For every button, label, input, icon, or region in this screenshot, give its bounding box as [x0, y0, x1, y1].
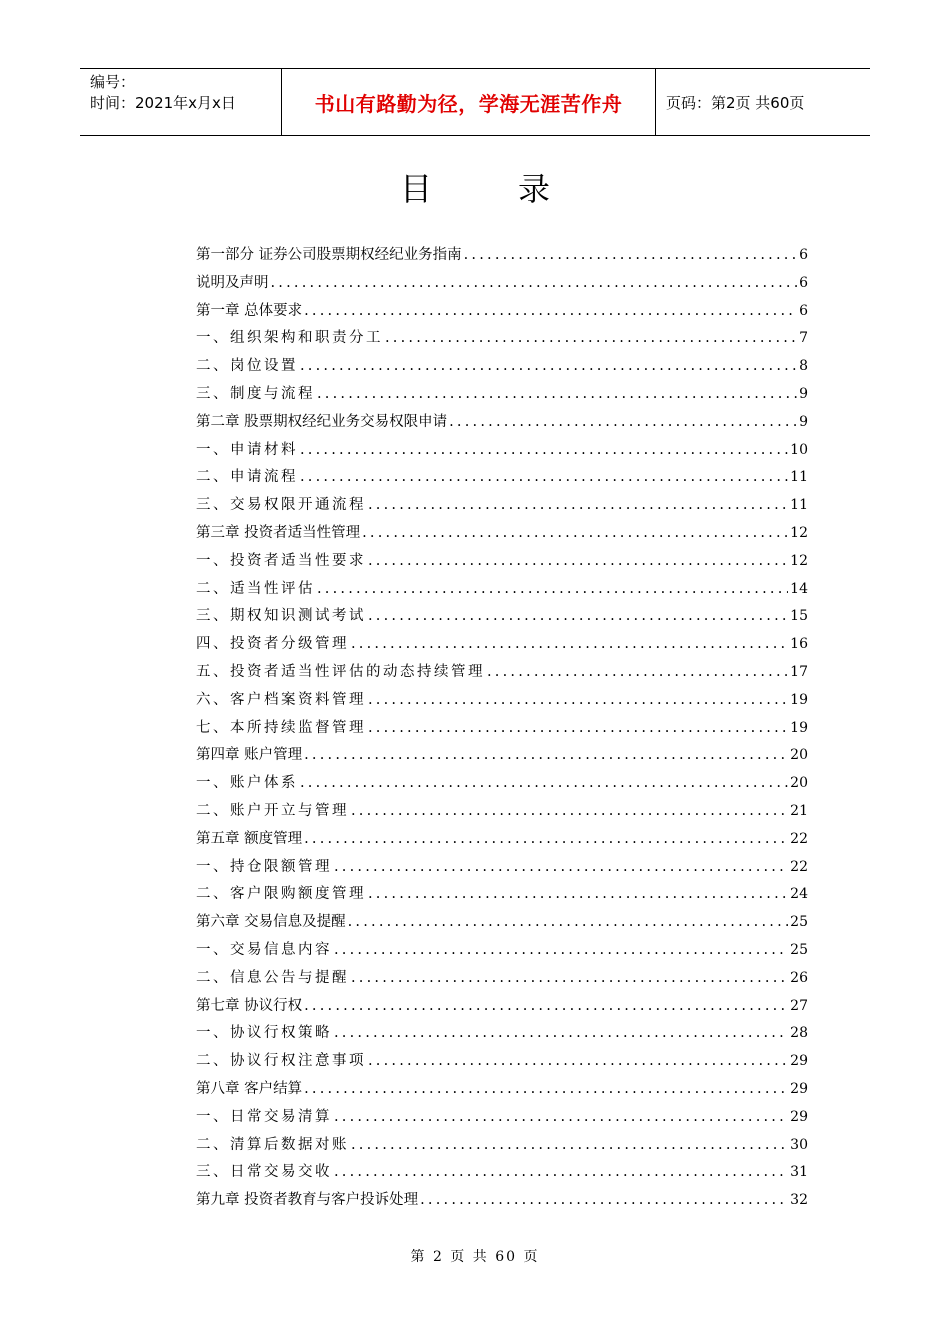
toc-entry-label: 二、信息公告与提醒 — [196, 969, 349, 986]
toc-leader-dots — [368, 881, 788, 909]
toc-leader-dots — [464, 242, 797, 270]
toc-entry-label: 第五章 额度管理 — [196, 830, 303, 847]
toc-leader-dots — [348, 909, 789, 937]
toc-leader-dots — [317, 381, 797, 409]
toc-entry-page: 31 — [790, 1164, 808, 1181]
toc-entry-page: 19 — [790, 691, 808, 708]
toc-leader-dots — [271, 270, 798, 298]
toc-entry[interactable] — [196, 576, 808, 604]
toc-entry-label: 一、投资者适当性要求 — [196, 552, 366, 569]
toc-entry[interactable] — [196, 798, 808, 826]
toc-entry[interactable] — [196, 381, 808, 409]
toc-entry-page: 17 — [790, 663, 808, 680]
toc-entry[interactable] — [196, 854, 808, 882]
toc-entry-label: 四、投资者分级管理 — [196, 636, 349, 653]
toc-entry-label: 三、交易权限开通流程 — [196, 497, 366, 514]
toc-entry[interactable] — [196, 603, 808, 631]
toc-entry[interactable] — [196, 298, 808, 326]
page-header — [80, 68, 870, 136]
header-meta — [80, 69, 282, 135]
page-footer: 第 2 页 共 60 页 — [410, 1249, 540, 1265]
toc-entry-page: 11 — [790, 497, 808, 514]
toc-entry-label: 二、账户开立与管理 — [196, 802, 349, 819]
toc-entry-page: 11 — [790, 469, 808, 486]
toc-entry[interactable] — [196, 1159, 808, 1187]
toc-entry[interactable] — [196, 1020, 808, 1048]
toc-leader-dots — [300, 464, 788, 492]
toc-entry[interactable] — [196, 1104, 808, 1132]
toc-entry-page: 21 — [790, 802, 808, 819]
toc-leader-dots — [368, 1048, 788, 1076]
toc-leader-dots — [420, 1187, 788, 1215]
toc-entry-label: 三、期权知识测试考试 — [196, 608, 366, 625]
toc-entry-page: 25 — [790, 914, 808, 931]
toc-entry[interactable] — [196, 965, 808, 993]
toc-entry-page: 29 — [790, 1053, 808, 1070]
number-label: 编号： — [90, 73, 136, 91]
toc-entry-label: 三、日常交易交收 — [196, 1164, 332, 1181]
toc-leader-dots — [304, 826, 788, 854]
toc-entry[interactable] — [196, 548, 808, 576]
toc-leader-dots — [300, 437, 788, 465]
toc-entry-label: 第九章 投资者教育与客户投诉处理 — [196, 1192, 419, 1209]
toc-leader-dots — [368, 548, 788, 576]
toc-leader-dots — [334, 1104, 788, 1132]
toc-leader-dots — [300, 353, 797, 381]
toc-entry-label: 一、协议行权策略 — [196, 1025, 332, 1042]
toc-entry-label: 第四章 账户管理 — [196, 747, 303, 764]
toc-entry-page: 10 — [790, 441, 808, 458]
toc-entry-label: 一、交易信息内容 — [196, 941, 332, 958]
toc-leader-dots — [334, 854, 788, 882]
toc-entry-label: 二、客户限购额度管理 — [196, 886, 366, 903]
toc-leader-dots — [334, 937, 788, 965]
toc-entry[interactable] — [196, 770, 808, 798]
toc-entry-label: 第六章 交易信息及提醒 — [196, 914, 346, 931]
toc-entry[interactable] — [196, 492, 808, 520]
toc-entry-label: 二、协议行权注意事项 — [196, 1053, 366, 1070]
toc-entry-page: 16 — [790, 636, 808, 653]
toc-entry-page: 29 — [790, 1080, 808, 1097]
toc-title-char-1: 目 — [399, 170, 432, 208]
toc-entry-label: 说明及声明 — [196, 274, 269, 291]
toc-leader-dots — [304, 1076, 788, 1104]
table-of-contents — [196, 242, 808, 1215]
toc-leader-dots — [385, 325, 797, 353]
toc-leader-dots — [368, 603, 788, 631]
toc-entry[interactable] — [196, 937, 808, 965]
toc-entry[interactable] — [196, 881, 808, 909]
toc-entry-label: 一、持仓限额管理 — [196, 858, 332, 875]
toc-entry[interactable] — [196, 270, 808, 298]
toc-entry-label: 第一章 总体要求 — [196, 302, 303, 319]
toc-entry-page: 8 — [799, 358, 808, 375]
toc-entry-page: 25 — [790, 941, 808, 958]
toc-entry-label: 二、清算后数据对账 — [196, 1136, 349, 1153]
toc-title — [0, 164, 950, 210]
toc-entry-page: 7 — [799, 330, 808, 347]
toc-entry-label: 第七章 协议行权 — [196, 997, 303, 1014]
toc-leader-dots — [300, 770, 788, 798]
toc-entry[interactable] — [196, 687, 808, 715]
toc-leader-dots — [351, 1132, 788, 1160]
toc-entry-label: 六、客户档案资料管理 — [196, 691, 366, 708]
toc-entry[interactable] — [196, 826, 808, 854]
toc-entry-page: 28 — [790, 1025, 808, 1042]
toc-leader-dots — [334, 1020, 788, 1048]
toc-entry-page: 26 — [790, 969, 808, 986]
toc-entry-page: 29 — [790, 1108, 808, 1125]
toc-entry-label: 二、适当性评估 — [196, 580, 315, 597]
header-page-info: 页码：第2页 共60页 — [666, 93, 805, 112]
toc-entry-page: 12 — [790, 552, 808, 569]
toc-leader-dots — [334, 1159, 788, 1187]
toc-entry[interactable] — [196, 742, 808, 770]
toc-entry-page: 27 — [790, 997, 808, 1014]
toc-entry-page: 32 — [790, 1192, 808, 1209]
toc-entry[interactable] — [196, 409, 808, 437]
toc-leader-dots — [351, 798, 788, 826]
toc-entry-page: 20 — [790, 747, 808, 764]
toc-entry-label: 二、岗位设置 — [196, 358, 298, 375]
toc-leader-dots — [317, 576, 788, 604]
toc-entry-page: 9 — [799, 385, 808, 402]
toc-entry-label: 第三章 投资者适当性管理 — [196, 524, 361, 541]
toc-entry[interactable] — [196, 242, 808, 270]
toc-entry-page: 12 — [790, 524, 808, 541]
toc-entry-label: 一、申请材料 — [196, 441, 298, 458]
toc-entry-page: 22 — [790, 858, 808, 875]
toc-entry-page: 6 — [799, 274, 808, 291]
toc-entry[interactable] — [196, 659, 808, 687]
toc-entry-label: 第二章 股票期权经纪业务交易权限申请 — [196, 413, 448, 430]
toc-entry-page: 9 — [799, 413, 808, 430]
toc-entry-page: 22 — [790, 830, 808, 847]
toc-leader-dots — [304, 993, 788, 1021]
toc-entry[interactable] — [196, 437, 808, 465]
toc-entry-page: 30 — [790, 1136, 808, 1153]
toc-entry[interactable] — [196, 631, 808, 659]
toc-entry[interactable] — [196, 1048, 808, 1076]
toc-entry[interactable] — [196, 520, 808, 548]
toc-entry-page: 20 — [790, 775, 808, 792]
toc-entry-page: 6 — [799, 247, 808, 263]
toc-entry-label: 二、申请流程 — [196, 469, 298, 486]
toc-leader-dots — [368, 492, 788, 520]
toc-leader-dots — [487, 659, 788, 687]
toc-leader-dots — [362, 520, 788, 548]
toc-entry-label: 五、投资者适当性评估的动态持续管理 — [196, 663, 485, 680]
toc-entry-label: 一、账户体系 — [196, 775, 298, 792]
toc-entry-label: 三、制度与流程 — [196, 385, 315, 402]
toc-title-char-2: 录 — [518, 170, 551, 208]
time-label: 时间：2021年x月x日 — [90, 94, 236, 112]
toc-entry-page: 19 — [790, 719, 808, 736]
toc-entry-label: 一、日常交易清算 — [196, 1108, 332, 1125]
header-motto: 书山有路勤为径，学海无涯苦作舟 — [282, 69, 656, 135]
toc-entry-page: 14 — [790, 580, 808, 597]
toc-entry[interactable] — [196, 353, 808, 381]
toc-entry[interactable] — [196, 1132, 808, 1160]
toc-leader-dots — [304, 298, 797, 326]
toc-leader-dots — [368, 687, 788, 715]
toc-leader-dots — [368, 715, 788, 743]
toc-entry-page: 15 — [790, 608, 808, 625]
toc-entry-page: 24 — [790, 886, 808, 903]
toc-entry[interactable] — [196, 1187, 808, 1215]
toc-leader-dots — [351, 631, 788, 659]
toc-entry-label: 第八章 客户结算 — [196, 1080, 303, 1097]
toc-entry-page: 6 — [799, 302, 808, 319]
toc-leader-dots — [351, 965, 788, 993]
toc-entry[interactable] — [196, 1076, 808, 1104]
toc-entry[interactable] — [196, 325, 808, 353]
toc-entry[interactable] — [196, 464, 808, 492]
toc-entry[interactable] — [196, 993, 808, 1021]
toc-entry-label: 一、组织架构和职责分工 — [196, 330, 383, 347]
toc-leader-dots — [304, 742, 788, 770]
toc-leader-dots — [449, 409, 797, 437]
toc-entry-label: 第一部分 证券公司股票期权经纪业务指南 — [196, 247, 462, 263]
toc-entry[interactable] — [196, 715, 808, 743]
toc-entry[interactable] — [196, 909, 808, 937]
toc-entry-label: 七、本所持续监督管理 — [196, 719, 366, 736]
